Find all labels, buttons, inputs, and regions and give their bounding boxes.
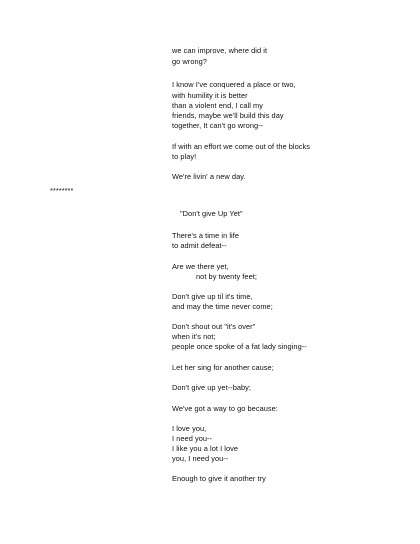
poem-line: people once spoke of a fat lady singing-- (172, 342, 307, 351)
poem-line: Enough to give it another try (172, 474, 266, 483)
poem-line: If with an effort we come out of the blocks (172, 142, 310, 151)
poem-line: you, I need you-- (172, 454, 229, 463)
poem-line: with humility it is better (172, 91, 248, 100)
poem-line: Are we there yet, (172, 262, 229, 271)
poem-line: Don't give up yet--baby; (172, 383, 252, 392)
poem-line: and may the time never come; (172, 302, 273, 311)
poem-line: Don't shout out "it's over" (172, 322, 256, 331)
section-separator: ******** (50, 186, 74, 195)
poem-title: "Don't give Up Yet" (180, 209, 243, 218)
poem-line: we can improve, where did it (172, 46, 268, 55)
poem-line: to play! (172, 152, 197, 161)
poem-line: Let her sing for another cause; (172, 363, 274, 372)
poem-line: We're livin' a new day. (172, 172, 246, 181)
poem-line: We've got a way to go because: (172, 404, 278, 413)
poem-line: I like you a lot I love (172, 444, 239, 453)
poem-line: than a violent end, I call my (172, 101, 264, 110)
poem-line: Don't give up til it's time, (172, 292, 253, 301)
poem-line: There's a time in life (172, 231, 239, 240)
poem-line: I love you, (172, 424, 207, 433)
poem-line: when it's not; (172, 332, 216, 341)
poem-line: not by twenty feet; (196, 272, 257, 281)
poem-line: to admit defeat-- (172, 241, 227, 250)
poem-line: friends, maybe we'll build this day (172, 111, 284, 120)
poem-line: I know I've conquered a place or two, (172, 80, 296, 89)
poem-line: I need you-- (172, 434, 213, 443)
poem-line: go wrong? (172, 57, 207, 66)
poem-line: together, It can't go wrong-- (172, 121, 264, 130)
